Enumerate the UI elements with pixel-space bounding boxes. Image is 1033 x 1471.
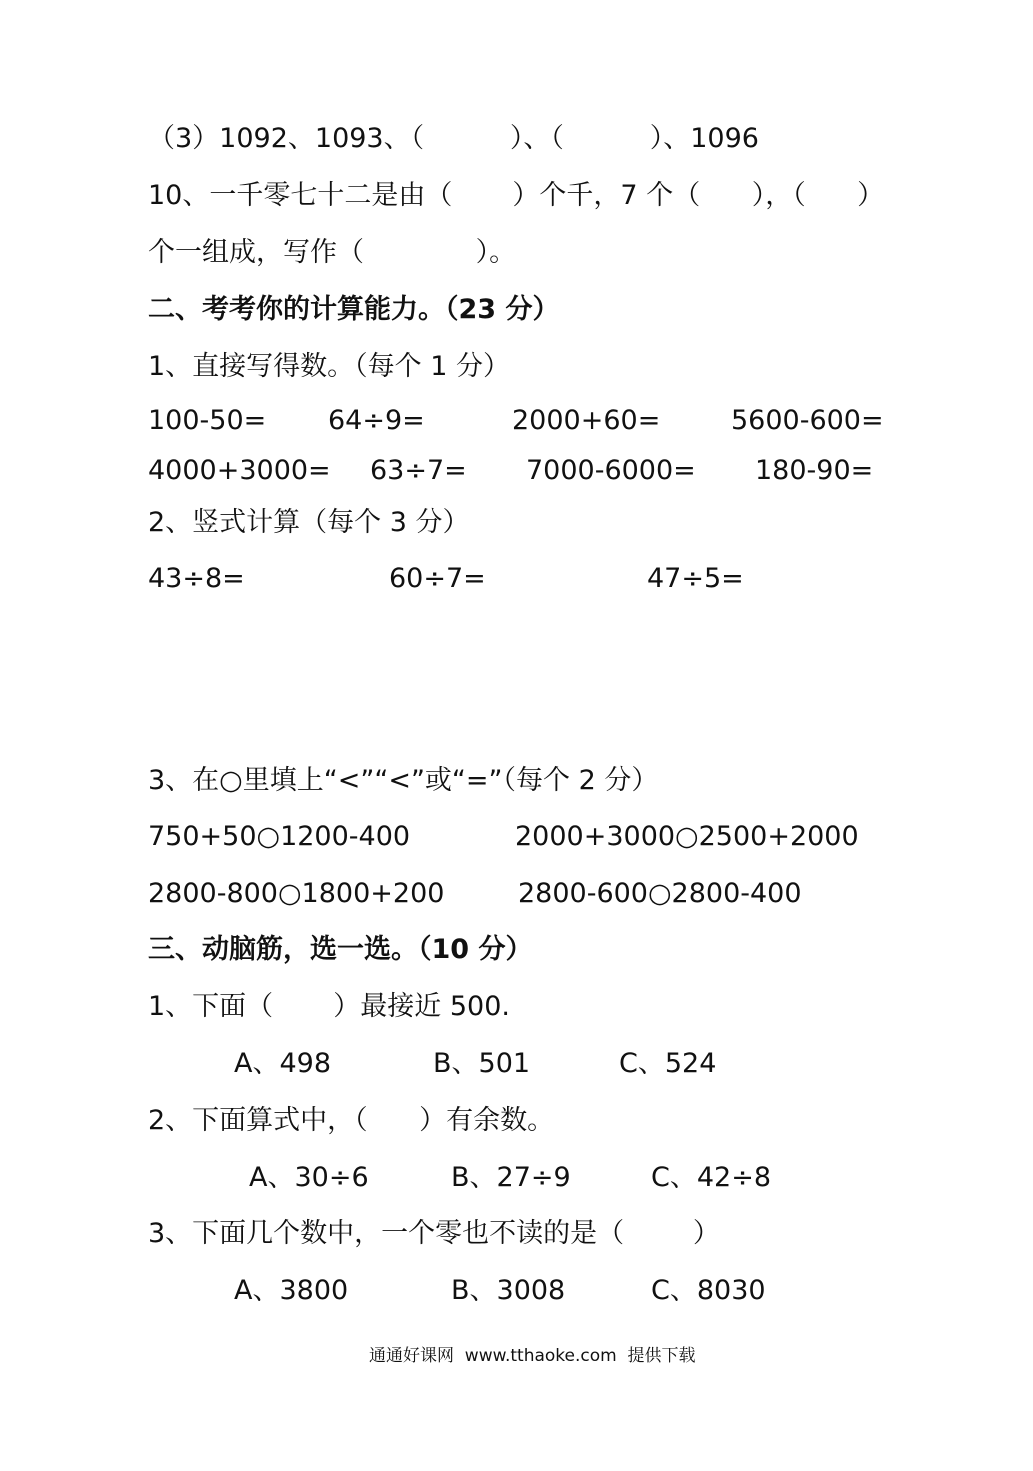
choice-option: C、8030 [651, 1275, 766, 1306]
direct-calc-item: 63÷7= [370, 455, 467, 486]
question-10-line1: 10、一千零七十二是由（ ）个千，7 个（ ），（ ） [148, 180, 885, 211]
compare-item: 2800-800○1800+200 [148, 878, 445, 909]
section-3-title: 三、动脑筋，选一选。（10 分） [148, 934, 533, 965]
compare-item: 2800-600○2800-400 [518, 878, 802, 909]
vertical-calc-item: 60÷7= [389, 563, 486, 594]
vertical-calc-item: 47÷5= [647, 563, 744, 594]
direct-calc-item: 64÷9= [328, 405, 425, 436]
section-2-title: 二、考考你的计算能力。（23 分） [148, 294, 560, 325]
section-2-question-2: 2、竖式计算（每个 3 分） [148, 507, 470, 538]
page-footer: 通通好课网 www.tthaoke.com 提供下载 [369, 1346, 696, 1366]
direct-calc-item: 180-90= [755, 455, 874, 486]
choice-option: C、524 [619, 1048, 717, 1079]
choice-option: A、30÷6 [249, 1162, 369, 1193]
choice-option: B、3008 [451, 1275, 566, 1306]
section-3-question-2: 2、下面算式中，（ ）有余数。 [148, 1105, 555, 1136]
section-3-question-1: 1、下面（ ）最接近 500. [148, 991, 510, 1022]
section-3-question-3: 3、下面几个数中，一个零也不读的是（ ） [148, 1218, 720, 1249]
compare-item: 2000+3000○2500+2000 [515, 821, 859, 852]
choice-option: C、42÷8 [651, 1162, 772, 1193]
compare-item: 750+50○1200-400 [148, 821, 411, 852]
choice-option: A、3800 [234, 1275, 349, 1306]
choice-option: B、27÷9 [451, 1162, 571, 1193]
direct-calc-item: 4000+3000= [148, 455, 331, 486]
direct-calc-item: 5600-600= [731, 405, 884, 436]
choice-option: B、501 [433, 1048, 531, 1079]
direct-calc-item: 100-50= [148, 405, 267, 436]
question-10-line2: 个一组成，写作（ ）。 [148, 237, 517, 268]
choice-option: A、498 [234, 1048, 332, 1079]
section-2-question-3: 3、在○里填上“<”“<”或“=”（每个 2 分） [148, 765, 659, 796]
vertical-calc-item: 43÷8= [148, 563, 245, 594]
question-9-3: （3）1092、1093、（ ）、（ ）、1096 [148, 123, 759, 154]
direct-calc-item: 7000-6000= [526, 455, 696, 486]
direct-calc-item: 2000+60= [512, 405, 661, 436]
section-2-question-1: 1、直接写得数。（每个 1 分） [148, 351, 511, 382]
